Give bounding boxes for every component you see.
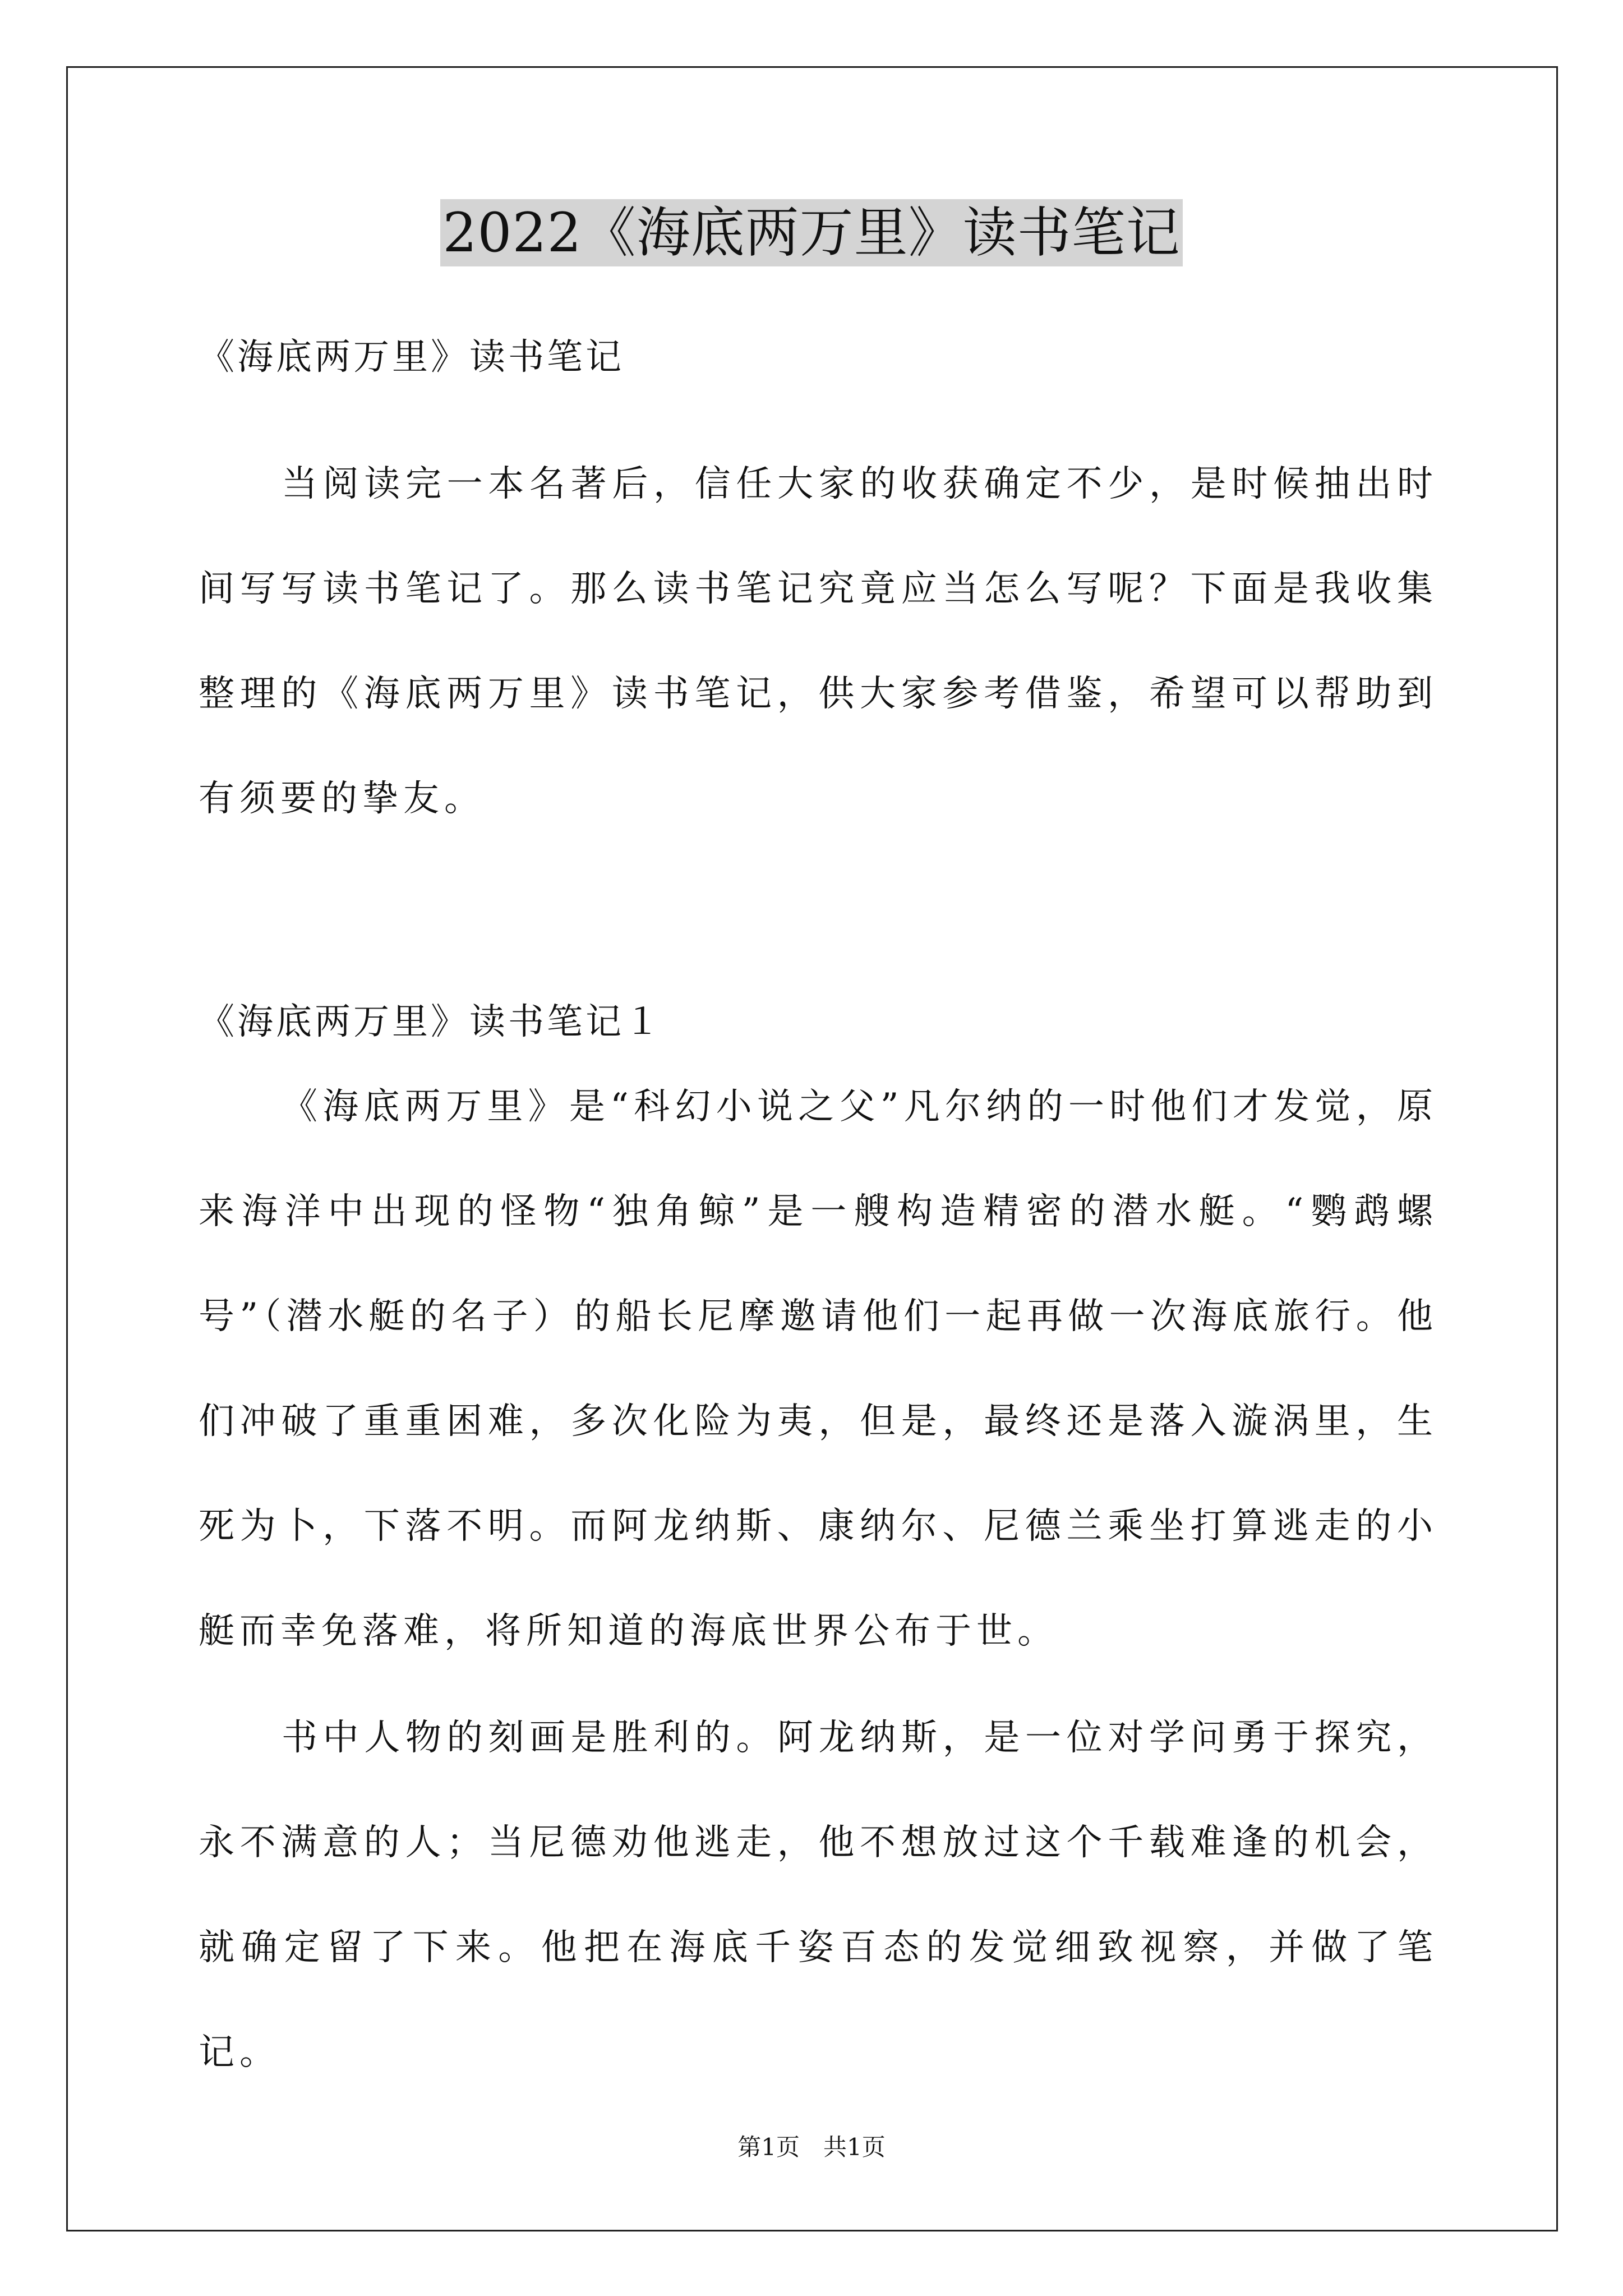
section-heading-1: 《海底两万里》读书笔记１ xyxy=(199,1001,663,1043)
subtitle: 《海底两万里》读书笔记 xyxy=(199,337,624,378)
section1-paragraph-1: 《海底两万里》是“科幻小说之父”凡尔纳的一时他们才发觉，原来海洋中出现的怪物“独角鲸”是一艘构造精密的潜水艇。“鹦鹉螺号”（潜水艇的名子）的船长尼摩邀请他们一起再做一次海底旅行。他们冲破了重重困难，多次化险为夷，但是，最终还是落入漩涡里，生死为卜，下落不明。而阿龙纳斯、康纳尔、尼德兰乘坐打算逃走的小艇而幸免落难，将所知道的海底世界公布于世。 xyxy=(199,1086,1438,1652)
document-title-text: 2022《海底两万里》读书笔记 xyxy=(440,199,1182,266)
document-title xyxy=(0,199,1623,266)
intro-paragraph: 当阅读完一本名著后，信任大家的收获确定不少，是时候抽出时间写写读书笔记了。那么读书笔记究竟应当怎么写呢？下面是我收集整理的《海底两万里》读书笔记，供大家参考借鉴，希望可以帮助到有须要的挚友。 xyxy=(199,463,1438,820)
page-footer: 第1页 共1页 xyxy=(737,2133,886,2161)
section1-paragraph-2: 书中人物的刻画是胜利的。阿龙纳斯，是一位对学问勇于探究，永不满意的人；当尼德劝他逃走，他不想放过这个千载难逢的机会，就确定留了下来。他把在海底千姿百态的发觉细致视察，并做了笔记。 xyxy=(199,1717,1438,2073)
